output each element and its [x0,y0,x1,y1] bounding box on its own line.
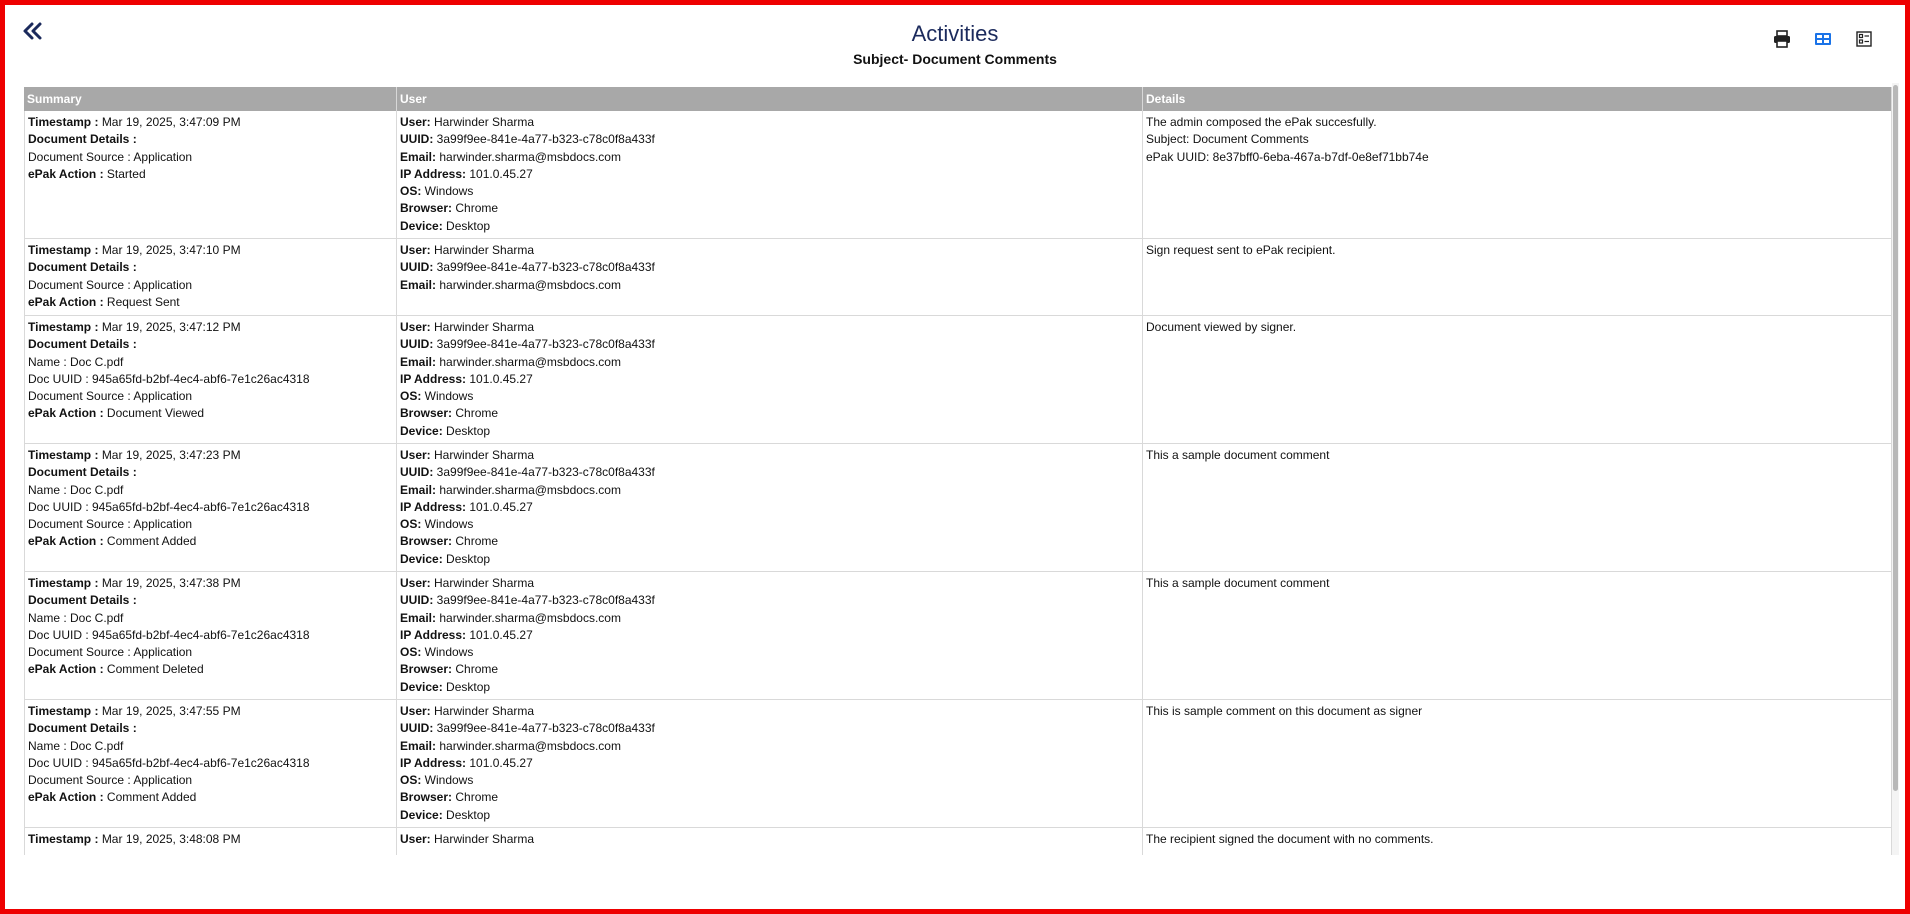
field-label: UUID: [400,337,437,352]
user-cell-line [400,807,1139,824]
field-label: ePak Action : [28,662,107,677]
summary-cell [24,239,397,315]
field-label: UUID: [400,721,437,736]
user-cell-line [400,592,1139,609]
summary-cell-line [28,277,393,294]
field-label: Timestamp : [28,243,102,257]
table-row [24,444,1892,572]
field-label: Email: [400,610,440,625]
user-cell-line [400,354,1139,371]
user-cell-line [400,482,1139,499]
field-value: Started [106,166,146,181]
field-value: Mar 19, 2025, 3:47:10 PM [101,243,241,257]
field-label: OS: [400,389,425,404]
summary-cell-line [28,464,393,481]
summary-cell-line [28,516,393,533]
field-label: User: [400,704,435,718]
compact-view-icon[interactable] [1854,29,1874,49]
field-label: Browser: [400,534,456,549]
user-cell-line [400,277,1139,294]
details-cell-line: Subject: Document Comments [1146,132,1309,147]
field-value: harwinder.sharma@msbdocs.com [439,149,621,164]
field-label: Device: [400,807,447,822]
field-value: Windows [424,517,474,532]
user-cell-line [400,405,1139,422]
field-value: Windows [424,773,474,788]
field-label: UUID: [400,132,437,147]
user-cell-line [400,218,1139,235]
user-cell-line [400,200,1139,217]
field-value: Desktop [446,679,491,694]
table-row [24,316,1892,444]
field-value: Harwinder Sharma [434,320,535,334]
field-label: User: [400,243,435,257]
field-value: Chrome [455,790,499,805]
user-cell-line [400,183,1139,200]
field-label: Timestamp : [28,115,102,129]
field-value: Harwinder Sharma [434,115,535,129]
field-value: Document Source : Application [28,645,193,660]
details-cell-line: This a sample document comment [1146,448,1330,462]
field-label: Document Details : [28,132,137,147]
field-value: Comment Deleted [106,662,204,677]
field-value: Name : Doc C.pdf [28,354,124,369]
user-cell-line [400,447,1139,464]
field-value: harwinder.sharma@msbdocs.com [439,277,621,292]
summary-cell-line [28,661,393,678]
field-label: IP Address: [400,755,470,770]
field-value: Desktop [446,807,491,822]
summary-cell-line [28,482,393,499]
summary-cell-line [28,336,393,353]
summary-cell-line [28,114,393,131]
field-value: Harwinder Sharma [434,243,535,257]
field-value: Mar 19, 2025, 3:48:08 PM [101,832,241,846]
field-value: Windows [424,184,474,199]
user-cell [397,700,1143,827]
field-label: Email: [400,738,440,753]
table-row [24,111,1892,239]
user-cell-line [400,464,1139,481]
field-label: IP Address: [400,166,470,181]
summary-cell-line [28,831,393,848]
user-cell-line [400,114,1139,131]
user-cell [397,111,1143,238]
summary-cell-line [28,592,393,609]
user-cell-line [400,336,1139,353]
field-value: Document Source : Application [28,277,193,292]
user-cell [397,828,1143,855]
field-label: Email: [400,354,440,369]
field-label: Browser: [400,406,456,421]
field-label: UUID: [400,593,437,608]
field-label: ePak Action : [28,790,107,805]
details-cell [1143,700,1892,827]
print-icon[interactable] [1772,29,1792,49]
field-value: Windows [424,645,474,660]
field-value: Mar 19, 2025, 3:47:12 PM [101,320,241,334]
field-label: ePak Action : [28,294,107,309]
user-cell-line [400,831,1139,848]
field-value: Mar 19, 2025, 3:47:38 PM [101,576,241,590]
field-value: 3a99f9ee-841e-4a77-b323-c78c0f8a433f [436,593,655,608]
user-cell-line [400,499,1139,516]
field-label: Device: [400,423,447,438]
user-cell-line [400,423,1139,440]
column-header-summary: Summary [24,87,397,111]
field-label: Email: [400,482,440,497]
field-label: Email: [400,149,440,164]
field-value: Chrome [455,201,499,216]
field-label: User: [400,576,435,590]
field-label: Timestamp : [28,576,102,590]
field-value: Document Viewed [106,406,205,421]
summary-cell-line [28,789,393,806]
table-row [24,572,1892,700]
summary-cell-line [28,499,393,516]
summary-cell-line [28,755,393,772]
field-value: harwinder.sharma@msbdocs.com [439,738,621,753]
field-value: Chrome [455,406,499,421]
user-cell-line [400,516,1139,533]
user-cell [397,572,1143,699]
field-value: Comment Added [106,790,197,805]
field-label: UUID: [400,465,437,480]
field-label: IP Address: [400,627,470,642]
user-cell-line [400,661,1139,678]
field-label: Browser: [400,662,456,677]
field-value: harwinder.sharma@msbdocs.com [439,354,621,369]
summary-cell [24,444,397,571]
field-label: IP Address: [400,371,470,386]
field-label: Device: [400,679,447,694]
user-cell-line [400,738,1139,755]
summary-cell-line [28,720,393,737]
summary-cell-line [28,259,393,276]
field-value: 3a99f9ee-841e-4a77-b323-c78c0f8a433f [436,721,655,736]
summary-cell-line [28,627,393,644]
field-label: Timestamp : [28,704,102,718]
user-cell-line [400,319,1139,336]
field-value: 101.0.45.27 [469,166,533,181]
field-label: Timestamp : [28,448,102,462]
user-cell-line [400,259,1139,276]
summary-cell [24,828,397,855]
details-cell-line: This a sample document comment [1146,576,1330,590]
details-cell-line: The recipient signed the document with no comments. [1146,832,1434,846]
field-label: IP Address: [400,499,470,514]
field-value: Name : Doc C.pdf [28,482,124,497]
user-cell-line [400,149,1139,166]
summary-cell-line [28,166,393,183]
field-label: User: [400,320,435,334]
field-value: 3a99f9ee-841e-4a77-b323-c78c0f8a433f [436,337,655,352]
scrollbar-thumb[interactable] [1893,85,1898,791]
details-cell-line: Document viewed by signer. [1146,320,1297,334]
field-value: Document Source : Application [28,773,193,788]
details-cell [1143,239,1892,315]
field-label: UUID: [400,260,437,275]
details-cell [1143,572,1892,699]
summary-cell-line [28,447,393,464]
field-label: Browser: [400,201,456,216]
user-cell-line [400,755,1139,772]
summary-cell-line [28,294,393,311]
details-cell [1143,828,1892,855]
user-cell [397,444,1143,571]
details-cell-line: ePak UUID: 8e37bff0-6eba-467a-b7df-0e8ef71bb74e [1146,149,1429,164]
field-value: Mar 19, 2025, 3:47:23 PM [101,448,241,462]
column-header-user: User [397,87,1143,111]
field-value: Chrome [455,662,499,677]
field-label: OS: [400,645,425,660]
field-value: Doc UUID : 945a65fd-b2bf-4ec4-abf6-7e1c26ac4318 [28,755,310,770]
field-value: Request Sent [106,294,180,309]
field-value: harwinder.sharma@msbdocs.com [439,610,621,625]
field-value: Name : Doc C.pdf [28,610,124,625]
summary-cell-line [28,772,393,789]
field-label: User: [400,448,435,462]
user-cell-line [400,627,1139,644]
table-row [24,700,1892,828]
user-cell-line [400,772,1139,789]
page-subtitle: Subject- Document Comments [853,51,1057,67]
field-value: Harwinder Sharma [434,704,535,718]
summary-cell [24,316,397,443]
field-value: Desktop [446,218,491,233]
summary-cell-line [28,149,393,166]
field-value: 101.0.45.27 [469,755,533,770]
user-cell-line [400,610,1139,627]
table-body [24,111,1892,855]
details-cell [1143,316,1892,443]
field-label: Document Details : [28,721,137,736]
field-value: 3a99f9ee-841e-4a77-b323-c78c0f8a433f [436,465,655,480]
field-label: ePak Action : [28,406,107,421]
summary-cell-line [28,575,393,592]
details-cell [1143,111,1892,238]
field-value: Document Source : Application [28,517,193,532]
field-label: Email: [400,277,440,292]
user-cell-line [400,679,1139,696]
summary-cell-line [28,405,393,422]
field-label: Document Details : [28,260,137,275]
field-value: 3a99f9ee-841e-4a77-b323-c78c0f8a433f [436,132,655,147]
field-label: Device: [400,218,447,233]
table-view-icon[interactable] [1813,29,1833,49]
summary-cell-line [28,703,393,720]
details-cell-line: This is sample comment on this document as signer [1146,704,1423,718]
user-cell-line [400,575,1139,592]
table-row [24,239,1892,316]
field-label: User: [400,832,435,846]
field-label: OS: [400,773,425,788]
activity-table [24,87,1892,855]
details-cell [1143,444,1892,571]
field-value: harwinder.sharma@msbdocs.com [439,482,621,497]
user-cell-line [400,551,1139,568]
field-value: Harwinder Sharma [434,448,535,462]
column-header-details: Details [1143,87,1892,111]
user-cell-line [400,131,1139,148]
summary-cell-line [28,242,393,259]
field-value: 101.0.45.27 [469,627,533,642]
user-cell-line [400,703,1139,720]
user-cell-line [400,388,1139,405]
user-cell-line [400,644,1139,661]
field-label: Device: [400,551,447,566]
field-label: User: [400,115,435,129]
field-label: Document Details : [28,337,137,352]
field-value: Document Source : Application [28,389,193,404]
field-value: Document Source : Application [28,149,193,164]
summary-cell-line [28,533,393,550]
field-value: 101.0.45.27 [469,371,533,386]
summary-cell-line [28,131,393,148]
user-cell-line [400,166,1139,183]
field-label: Document Details : [28,593,137,608]
field-value: Chrome [455,534,499,549]
field-value: Mar 19, 2025, 3:47:09 PM [101,115,241,129]
user-cell-line [400,242,1139,259]
field-label: Document Details : [28,465,137,480]
summary-cell [24,700,397,827]
details-cell-line: The admin composed the ePak succesfully. [1146,115,1377,129]
field-value: Doc UUID : 945a65fd-b2bf-4ec4-abf6-7e1c26ac4318 [28,627,310,642]
table-row [24,828,1892,855]
field-value: Desktop [446,551,491,566]
summary-cell-line [28,319,393,336]
field-value: Name : Doc C.pdf [28,738,124,753]
field-value: Desktop [446,423,491,438]
table-header [24,87,1892,111]
field-label: Timestamp : [28,832,102,846]
summary-cell-line [28,644,393,661]
summary-cell-line [28,738,393,755]
field-value: 101.0.45.27 [469,499,533,514]
field-value: Harwinder Sharma [434,576,535,590]
field-label: OS: [400,184,425,199]
field-value: Harwinder Sharma [434,832,535,846]
field-label: OS: [400,517,425,532]
summary-cell-line [28,371,393,388]
field-value: Doc UUID : 945a65fd-b2bf-4ec4-abf6-7e1c26ac4318 [28,371,310,386]
field-value: Windows [424,389,474,404]
summary-cell-line [28,610,393,627]
summary-cell-line [28,354,393,371]
page-title: Activities [911,21,999,46]
field-value: Comment Added [106,534,197,549]
details-cell-line: Sign request sent to ePak recipient. [1146,243,1336,257]
user-cell [397,239,1143,315]
user-cell-line [400,371,1139,388]
summary-cell [24,572,397,699]
field-label: Browser: [400,790,456,805]
field-value: Doc UUID : 945a65fd-b2bf-4ec4-abf6-7e1c26ac4318 [28,499,310,514]
summary-cell-line [28,388,393,405]
field-value: Mar 19, 2025, 3:47:55 PM [101,704,241,718]
user-cell-line [400,533,1139,550]
field-value: 3a99f9ee-841e-4a77-b323-c78c0f8a433f [436,260,655,275]
field-label: ePak Action : [28,534,107,549]
field-label: ePak Action : [28,166,107,181]
summary-cell [24,111,397,238]
user-cell-line [400,720,1139,737]
user-cell [397,316,1143,443]
field-label: Timestamp : [28,320,102,334]
user-cell-line [400,789,1139,806]
